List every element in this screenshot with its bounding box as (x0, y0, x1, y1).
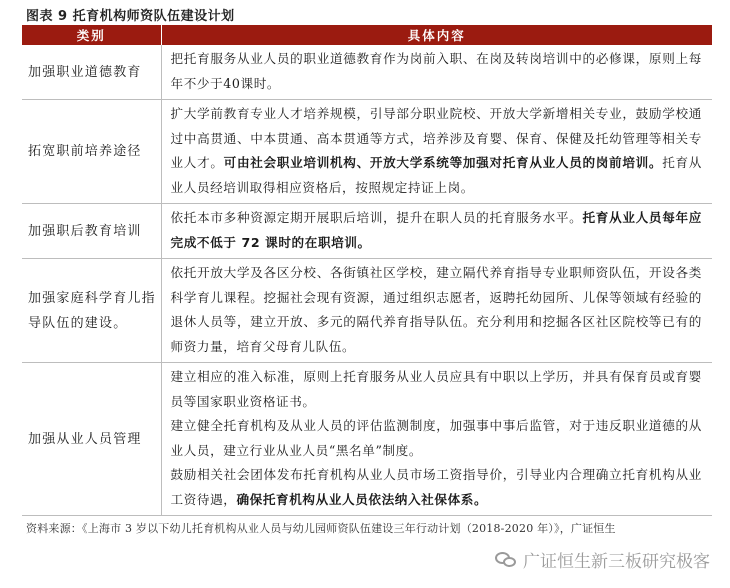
table-row (22, 259, 712, 363)
text-segment: 建立相应的准入标准，原则上托育服务从业人员应具有中职以上学历，并具有保育员或育婴员等国家职业资格证书。 (170, 369, 702, 409)
row-category: 加强家庭科学育儿指导队伍的建设。 (22, 259, 161, 363)
wechat-icon (495, 551, 517, 569)
row-content (161, 100, 712, 204)
row-category: 加强从业人员管理 (22, 363, 161, 516)
row-content (161, 259, 712, 363)
bold-text-segment: 确保托育机构从业人员依法纳入社保体系。 (236, 491, 488, 507)
row-content (161, 204, 712, 259)
content-paragraph (171, 47, 703, 96)
row-content (161, 363, 712, 516)
header-content: 具体内容 (161, 25, 712, 45)
text-segment: 扩大学前教育专业人才培养规模，引导部分职业院校、开放大学新增相关专业，鼓励学校通过中高贯通、中本贯通、高本贯通等方式，培养涉及育婴、保育、保健及托幼管理等相关专业人才。 (170, 106, 702, 170)
plan-table (22, 25, 712, 516)
watermark (495, 547, 710, 572)
source-note: 资料来源：《上海市 3 岁以下幼儿托育机构从业人员与幼儿园师资队伍建设三年行动计划（2018-2020 年）》，广证恒生 (26, 522, 616, 535)
watermark-text: 广证恒生新三板研究极客 (523, 552, 710, 572)
content-paragraph (171, 414, 703, 463)
table-row (22, 204, 712, 259)
table-row (22, 363, 712, 516)
bold-text-segment: 托育从业人员每年应完成不低于 72 课时的在职培训。 (170, 210, 702, 250)
row-category: 加强职业道德教育 (22, 45, 161, 100)
content-paragraph (171, 261, 703, 359)
row-content (161, 45, 712, 100)
table-header-row (22, 25, 712, 45)
content-paragraph (171, 102, 703, 200)
text-segment: 依托开放大学及各区分校、各街镇社区学校，建立隔代养育指导专业职师资队伍，开设各类科学育儿课程。挖掘社会现有资源，通过组织志愿者，返聘托幼园所、儿保等领域有经验的退休人员等，建立开放、多元的隔代养育指导队伍。充分利用和挖掘各区社区院校等已有的师资力量，培育父母育儿队伍。 (170, 265, 702, 354)
text-segment: 托育从业人员经培训取得相应资格后，按照规定持证上岗。 (170, 155, 702, 195)
text-segment: 依托本市多种资源定期开展职后培训，提升在职人员的托育服务水平。 (170, 210, 583, 225)
plan-table-container (22, 25, 712, 516)
header-category: 类别 (22, 25, 161, 45)
row-category: 加强职后教育培训 (22, 204, 161, 259)
content-paragraph (171, 365, 703, 414)
table-row (22, 100, 712, 204)
content-paragraph (171, 206, 703, 255)
figure-title: 图表 9 托育机构师资队伍建设计划 (26, 9, 235, 24)
table-row (22, 45, 712, 100)
text-segment: 鼓励相关社会团体发布托育机构从业人员市场工资指导价，引导业内合理确立托育机构从业工资待遇， (170, 467, 702, 507)
row-category: 拓宽职前培养途径 (22, 100, 161, 204)
text-segment: 建立健全托育机构及从业人员的评估监测制度，加强事中事后监管，对于违反职业道德的从业人员，建立行业从业人员“黑名单”制度。 (170, 418, 702, 458)
text-segment: 把托育服务从业人员的职业道德教育作为岗前入职、在岗及转岗培训中的必修课，原则上每年不少于40课时。 (170, 51, 702, 91)
content-paragraph (171, 463, 703, 512)
bold-text-segment: 可由社会职业培训机构、开放大学系统等加强对托育从业人员的岗前培训。 (223, 155, 663, 170)
